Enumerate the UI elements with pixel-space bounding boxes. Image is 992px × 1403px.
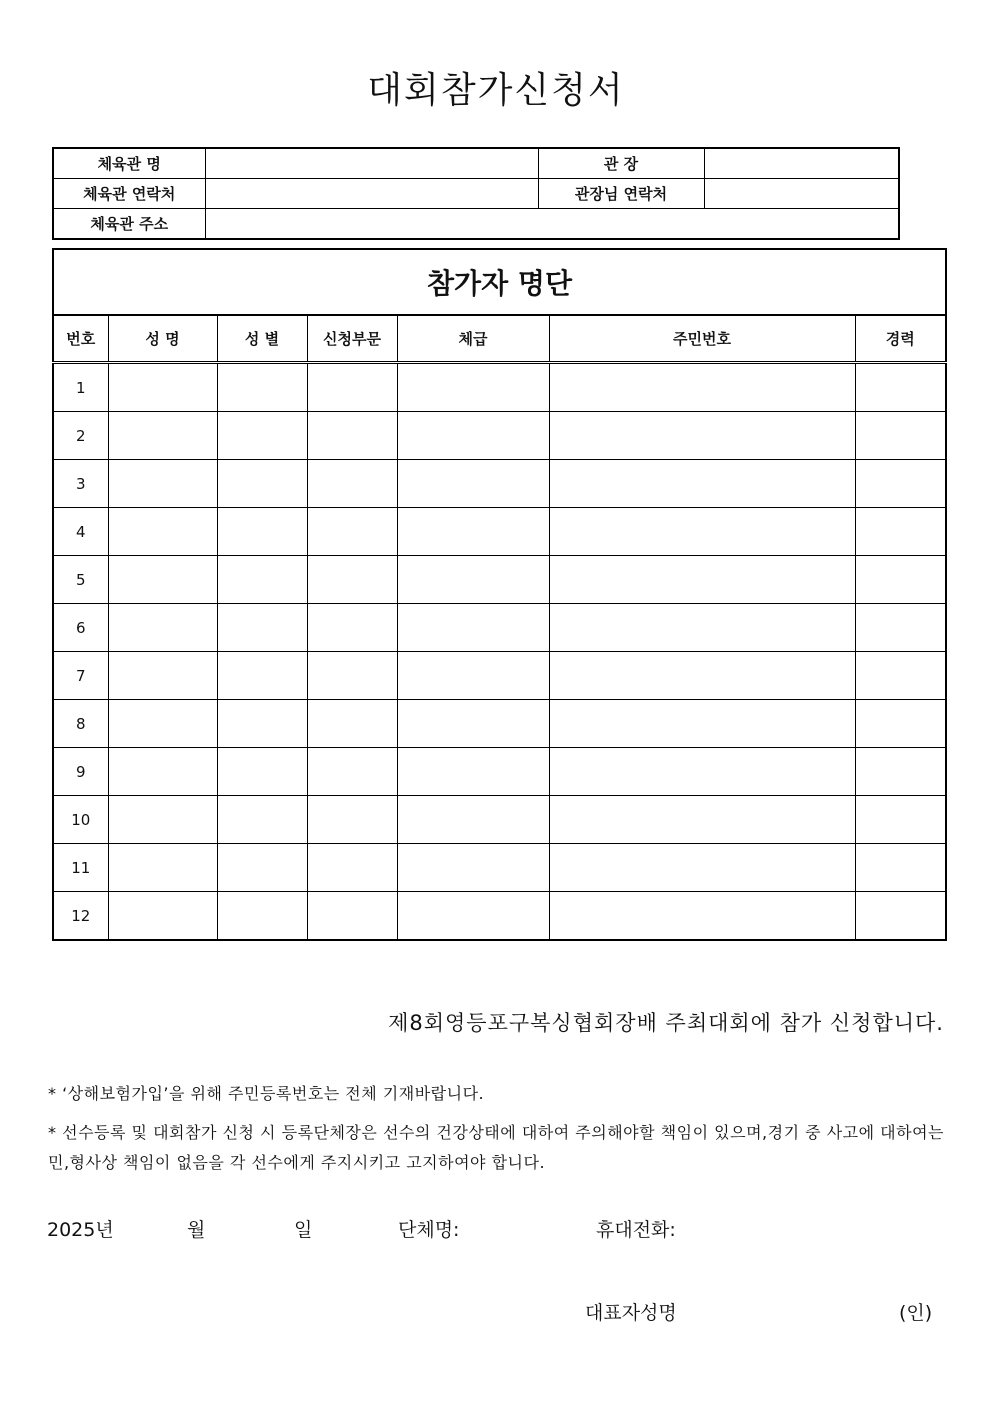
weight-class-cell[interactable] — [397, 700, 549, 748]
gym-address-label: 체육관 주소 — [53, 209, 205, 240]
table-row — [53, 604, 946, 652]
resident-number-cell[interactable] — [549, 748, 855, 796]
weight-class-cell[interactable] — [397, 652, 549, 700]
note-insurance: * ‘상해보험가입’을 위해 주민등록번호는 전체 기재바랍니다. — [48, 1084, 485, 1103]
career-cell[interactable] — [855, 412, 946, 460]
signature-month: 월 — [187, 1219, 206, 1241]
header-weight-class: 체급 — [397, 315, 549, 363]
gym-info-row-3 — [53, 209, 899, 240]
gender-cell[interactable] — [217, 652, 307, 700]
row-number: 12 — [53, 892, 108, 941]
gender-cell[interactable] — [217, 748, 307, 796]
gender-cell[interactable] — [217, 796, 307, 844]
name-cell[interactable] — [108, 412, 217, 460]
row-number: 5 — [53, 556, 108, 604]
name-cell[interactable] — [108, 508, 217, 556]
division-cell[interactable] — [307, 412, 397, 460]
name-cell[interactable] — [108, 700, 217, 748]
weight-class-cell[interactable] — [397, 892, 549, 941]
group-name-label: 단체명: — [398, 1219, 460, 1241]
career-cell[interactable] — [855, 652, 946, 700]
roster-caption-row — [53, 249, 946, 315]
application-statement: 제8회영등포구복싱협회장배 주최대회에 참가 신청합니다. — [388, 1011, 944, 1035]
table-row — [53, 892, 946, 941]
table-row — [53, 748, 946, 796]
division-cell[interactable] — [307, 844, 397, 892]
division-cell[interactable] — [307, 604, 397, 652]
resident-number-cell[interactable] — [549, 556, 855, 604]
weight-class-cell[interactable] — [397, 363, 549, 412]
gym-info-row-1 — [53, 148, 899, 179]
seal-mark: (인) — [899, 1302, 933, 1324]
row-number: 8 — [53, 700, 108, 748]
row-number: 10 — [53, 796, 108, 844]
name-cell[interactable] — [108, 652, 217, 700]
division-cell[interactable] — [307, 460, 397, 508]
resident-number-cell[interactable] — [549, 604, 855, 652]
gender-cell[interactable] — [217, 508, 307, 556]
gym-address-field[interactable] — [205, 209, 899, 240]
table-row — [53, 460, 946, 508]
row-number: 4 — [53, 508, 108, 556]
director-label: 관 장 — [538, 148, 704, 179]
division-cell[interactable] — [307, 892, 397, 941]
row-number: 9 — [53, 748, 108, 796]
career-cell[interactable] — [855, 363, 946, 412]
gym-name-field[interactable] — [205, 148, 538, 179]
weight-class-cell[interactable] — [397, 748, 549, 796]
director-contact-field[interactable] — [704, 179, 899, 209]
weight-class-cell[interactable] — [397, 460, 549, 508]
resident-number-cell[interactable] — [549, 892, 855, 941]
weight-class-cell[interactable] — [397, 844, 549, 892]
table-row — [53, 363, 946, 412]
table-row — [53, 412, 946, 460]
name-cell[interactable] — [108, 748, 217, 796]
gender-cell[interactable] — [217, 412, 307, 460]
division-cell[interactable] — [307, 700, 397, 748]
row-number: 2 — [53, 412, 108, 460]
representative-name-label: 대표자성명 — [585, 1302, 677, 1324]
row-number: 11 — [53, 844, 108, 892]
participant-roster-table — [52, 248, 947, 941]
gender-cell[interactable] — [217, 892, 307, 941]
career-cell[interactable] — [855, 892, 946, 941]
table-row — [53, 508, 946, 556]
note-responsibility: * 선수등록 및 대회참가 신청 시 등록단체장은 선수의 건강상태에 대하여 주의해야할 책임이 있으며,경기 중 사고에 대하여는 민,형사상 책임이 없음을 각 선수에게 주지시키고 고지하여야 합니다. — [48, 1123, 944, 1172]
division-cell[interactable] — [307, 556, 397, 604]
gym-contact-label: 체육관 연락처 — [53, 179, 205, 209]
row-number: 7 — [53, 652, 108, 700]
document-title: 대회참가신청서 — [367, 70, 625, 111]
roster-header-row — [53, 315, 946, 363]
resident-number-cell[interactable] — [549, 844, 855, 892]
weight-class-cell[interactable] — [397, 508, 549, 556]
signature-day: 일 — [294, 1219, 313, 1241]
career-cell[interactable] — [855, 604, 946, 652]
header-number: 번호 — [53, 315, 108, 363]
gym-info-row-2 — [53, 179, 899, 209]
resident-number-cell[interactable] — [549, 412, 855, 460]
career-cell[interactable] — [855, 748, 946, 796]
weight-class-cell[interactable] — [397, 412, 549, 460]
gender-cell[interactable] — [217, 460, 307, 508]
division-cell[interactable] — [307, 796, 397, 844]
career-cell[interactable] — [855, 460, 946, 508]
name-cell[interactable] — [108, 892, 217, 941]
row-number: 1 — [53, 363, 108, 412]
table-row — [53, 700, 946, 748]
roster-caption: 참가자 명단 — [53, 249, 946, 315]
division-cell[interactable] — [307, 363, 397, 412]
gender-cell[interactable] — [217, 604, 307, 652]
resident-number-cell[interactable] — [549, 652, 855, 700]
gender-cell[interactable] — [217, 556, 307, 604]
table-row — [53, 652, 946, 700]
career-cell[interactable] — [855, 796, 946, 844]
weight-class-cell[interactable] — [397, 556, 549, 604]
name-cell[interactable] — [108, 460, 217, 508]
header-division: 신청부문 — [307, 315, 397, 363]
table-row — [53, 796, 946, 844]
phone-label: 휴대전화: — [596, 1219, 676, 1241]
gender-cell[interactable] — [217, 844, 307, 892]
career-cell[interactable] — [855, 700, 946, 748]
header-career: 경력 — [855, 315, 946, 363]
weight-class-cell[interactable] — [397, 796, 549, 844]
name-cell[interactable] — [108, 363, 217, 412]
gym-info-table — [52, 147, 900, 240]
division-cell[interactable] — [307, 652, 397, 700]
name-cell[interactable] — [108, 556, 217, 604]
resident-number-cell[interactable] — [549, 796, 855, 844]
row-number: 6 — [53, 604, 108, 652]
division-cell[interactable] — [307, 508, 397, 556]
table-row — [53, 556, 946, 604]
header-gender: 성 별 — [217, 315, 307, 363]
weight-class-cell[interactable] — [397, 604, 549, 652]
career-cell[interactable] — [855, 508, 946, 556]
name-cell[interactable] — [108, 844, 217, 892]
career-cell[interactable] — [855, 844, 946, 892]
roster-body — [53, 363, 946, 941]
gender-cell[interactable] — [217, 700, 307, 748]
header-name: 성 명 — [108, 315, 217, 363]
resident-number-cell[interactable] — [549, 700, 855, 748]
director-contact-label: 관장님 연락처 — [538, 179, 704, 209]
career-cell[interactable] — [855, 556, 946, 604]
gym-name-label: 체육관 명 — [53, 148, 205, 179]
gym-contact-field[interactable] — [205, 179, 538, 209]
gender-cell[interactable] — [217, 363, 307, 412]
resident-number-cell[interactable] — [549, 508, 855, 556]
row-number: 3 — [53, 460, 108, 508]
division-cell[interactable] — [307, 748, 397, 796]
name-cell[interactable] — [108, 796, 217, 844]
header-resident-number: 주민번호 — [549, 315, 855, 363]
resident-number-cell[interactable] — [549, 460, 855, 508]
table-row — [53, 844, 946, 892]
resident-number-cell[interactable] — [549, 363, 855, 412]
name-cell[interactable] — [108, 604, 217, 652]
signature-year: 2025년 — [47, 1219, 114, 1241]
director-field[interactable] — [704, 148, 899, 179]
